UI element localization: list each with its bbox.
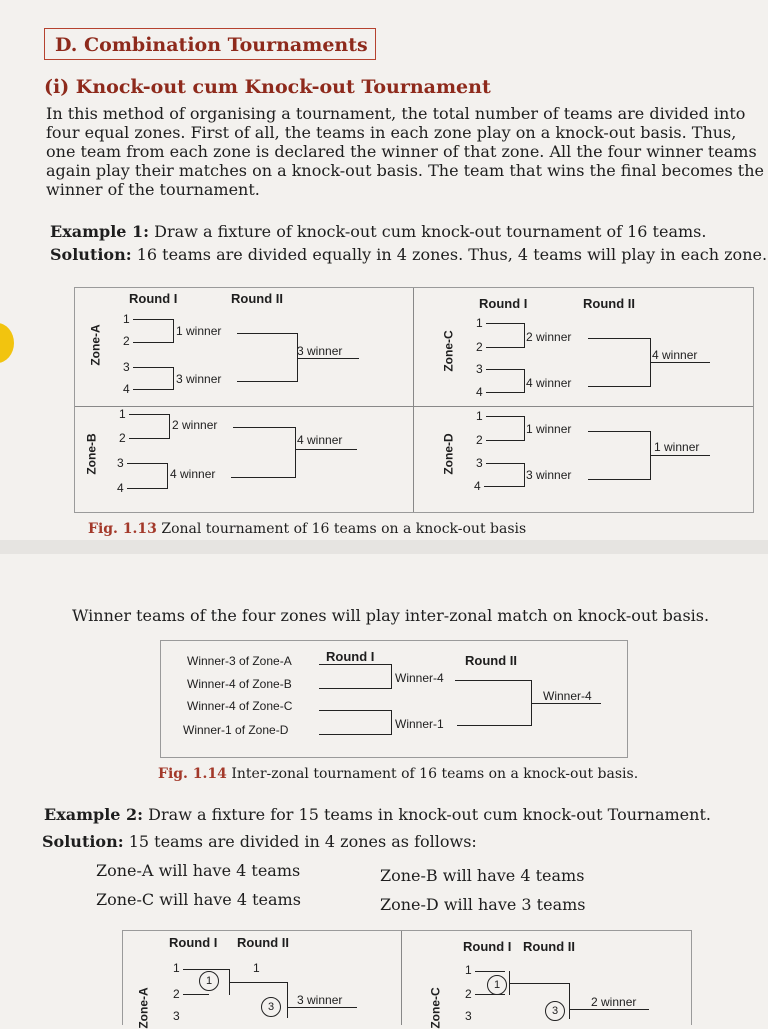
fig15-right-circle-3: 3 [545,1001,565,1021]
solution-2-label: Solution: [42,832,124,851]
fig15-zone-a-label: Zone-A [136,987,151,1029]
page-break-band [0,540,768,554]
zone-d-label: Zone-D [441,433,456,475]
fig-15-partial [122,930,692,1029]
zone-b-label: Zone-B [84,433,99,475]
zone-a-r1-winner-1: 1 winner [176,324,222,338]
yellow-sticker [0,323,14,363]
zone-d-r2-winner: 1 winner [654,440,700,454]
fig15-left-team-1: 1 [173,961,180,975]
fig14-entry-3: Winner-4 of Zone-C [187,699,293,713]
fig15-left-bye: 1 [253,961,260,975]
fig-1-14-caption-label: Fig. 1.14 [158,766,227,782]
zone-b-team-3: 3 [117,456,124,470]
zone-a-team-3: 3 [123,360,130,374]
zone-list-item-d: Zone-D will have 3 teams [380,895,586,914]
section-title: D. Combination Tournaments [44,28,376,60]
fig-1-14-caption-text: Inter-zonal tournament of 16 teams on a knock-out basis. [226,766,639,782]
zone-c-bracket [414,288,753,406]
fig14-entry-4: Winner-1 of Zone-D [183,723,289,737]
fig-1-13 [74,287,754,513]
zone-c-team-3: 3 [476,362,483,376]
fig15-left-circle-3: 3 [261,997,281,1017]
fig-1-13-caption-label: Fig. 1.13 [88,521,157,537]
zone-a-team-2: 2 [123,334,130,348]
example-1-label: Example 1: [50,222,150,241]
solution-1 [50,245,767,264]
zone-c-team-2: 2 [476,340,483,354]
fig15-right-circle-1: 1 [487,975,507,995]
zone-c-label: Zone-C [441,330,456,372]
zone-d-team-2: 2 [476,433,483,447]
zone-b-r1-winner-1: 2 winner [172,418,218,432]
fig13-zone-a-round1-header: Round I [129,291,178,306]
example-1 [50,222,706,241]
zone-list-item-c: Zone-C will have 4 teams [96,890,301,909]
example-2 [44,805,711,824]
fig-1-14 [160,640,628,758]
fig15-zone-c-label: Zone-C [428,987,443,1029]
fig15-left-round2-header: Round II [237,935,289,950]
example-2-text: Draw a fixture for 15 teams in knock-out cum knock-out Tournament. [143,805,711,824]
fig-1-13-caption [88,521,526,537]
fig-1-14-caption [158,766,638,782]
solution-1-label: Solution: [50,245,132,264]
zone-c-team-4: 4 [476,385,483,399]
fig14-round2-header: Round II [465,653,517,668]
fig15-left-r2-winner: 3 winner [297,993,343,1007]
zone-d-team-3: 3 [476,456,483,470]
solution-1-text: 16 teams are divided equally in 4 zones. Thus, 4 teams will play in each zone. [131,245,768,264]
zone-d-r1-winner-2: 3 winner [526,468,572,482]
zone-c-r2-winner: 4 winner [652,348,698,362]
fig14-r1-winner-1: Winner-4 [395,671,444,685]
fig15-right-round2-header: Round II [523,939,575,954]
fig13-zone-a-round2-header: Round II [231,291,283,306]
fig15-left-team-2: 2 [173,987,180,1001]
zone-list-item-a: Zone-A will have 4 teams [96,861,301,880]
fig15-right-team-1: 1 [465,963,472,977]
zone-list-item-b: Zone-B will have 4 teams [380,866,585,885]
subsection-title: (i) Knock-out cum Knock-out Tournament [44,76,491,98]
zone-d-team-1: 1 [476,409,483,423]
interzonal-text: Winner teams of the four zones will play inter-zonal match on knock-out basis. [72,606,710,625]
zone-b-team-4: 4 [117,481,124,495]
fig15-left-round1-header: Round I [169,935,218,950]
fig14-round1-header: Round I [326,649,375,664]
fig15-left-team-3: 3 [173,1009,180,1023]
fig15-right-team-3: 3 [465,1009,472,1023]
zone-c-r1-winner-1: 2 winner [526,330,572,344]
fig15-right-r2-winner: 2 winner [591,995,637,1009]
zone-b-bracket [75,407,413,512]
zone-a-label: Zone-A [88,324,103,366]
fig14-entry-2: Winner-4 of Zone-B [187,677,292,691]
zone-a-team-4: 4 [123,382,130,396]
fig14-entry-1: Winner-3 of Zone-A [187,654,292,668]
zone-c-team-1: 1 [476,316,483,330]
example-1-text: Draw a fixture of knock-out cum knock-out tournament of 16 teams. [149,222,707,241]
fig-1-13-caption-text: Zonal tournament of 16 teams on a knock-out basis [156,521,527,537]
zone-a-r1-winner-2: 3 winner [176,372,222,386]
fig15-right-team-2: 2 [465,987,472,1001]
example-2-label: Example 2: [44,805,144,824]
zone-b-r2-winner: 4 winner [297,433,343,447]
zone-d-team-4: 4 [474,479,481,493]
fig15-right-round1-header: Round I [463,939,512,954]
zone-b-team-2: 2 [119,431,126,445]
zone-a-bracket [75,288,413,406]
zone-a-r2-winner: 3 winner [297,344,343,358]
zone-d-bracket [414,407,753,512]
fig14-r1-winner-2: Winner-1 [395,717,444,731]
fig13-zone-c-round2-header: Round II [583,296,635,311]
zone-b-team-1: 1 [119,407,126,421]
solution-2 [42,832,477,851]
zone-c-r1-winner-2: 4 winner [526,376,572,390]
zone-d-r1-winner-1: 1 winner [526,422,572,436]
zone-a-team-1: 1 [123,312,130,326]
zone-b-r1-winner-2: 4 winner [170,467,216,481]
fig14-r2-winner: Winner-4 [543,689,592,703]
solution-2-text: 15 teams are divided in 4 zones as follows: [123,832,477,851]
fig15-left-circle-1: 1 [199,971,219,991]
intro-paragraph: In this method of organising a tournament, the total number of teams are divided into four equal zones. First of all, the teams in each zone play on a knock-out basis. Thus, one team from each zone is declared the winner of that zone. All the four winner teams again play their matches on a knock-out basis. The team that wins the final becomes the winner of the tournament. [46,104,764,199]
fig13-zone-c-round1-header: Round I [479,296,528,311]
